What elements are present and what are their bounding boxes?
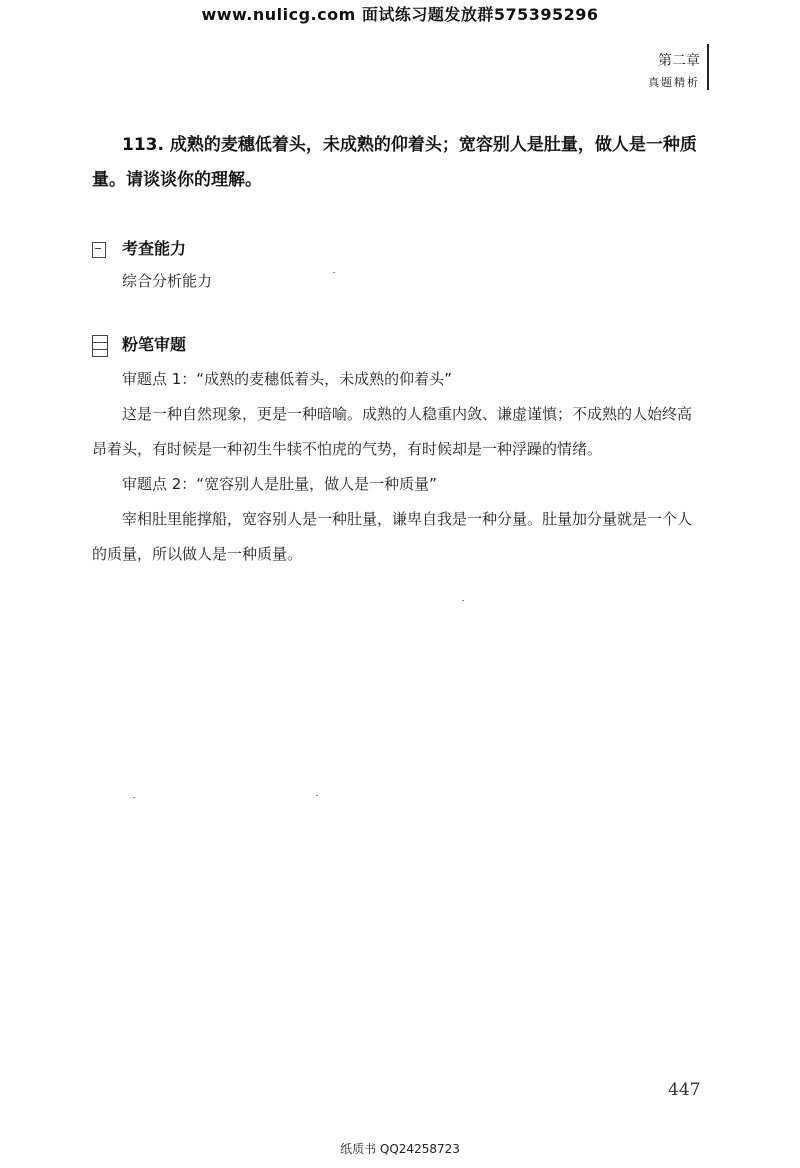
chapter-title: 第二章 <box>658 53 700 69</box>
section-marker-icon <box>92 242 106 258</box>
ability-heading: 考查能力 <box>122 239 187 258</box>
ability-content: 综合分析能力 <box>122 272 213 290</box>
scan-speck <box>462 600 464 601</box>
page-number: 447 <box>668 1080 701 1100</box>
bottom-watermark: 纸质书 QQ24258723 <box>340 1142 460 1156</box>
chapter-divider <box>707 44 709 90</box>
review-heading: 粉笔审题 <box>122 335 187 354</box>
chapter-subtitle: 真题精析 <box>648 76 700 89</box>
scan-speck <box>316 795 318 796</box>
review-heading-row <box>92 332 186 357</box>
review-point2-text: 宰相肚里能撑船，宽容别人是一种肚量，谦卑自我是一种分量。肚量加分量就是一个人的质量，所以做人是一种质量。 <box>92 510 693 563</box>
chapter-header <box>648 50 700 94</box>
scan-speck <box>133 797 135 798</box>
ability-heading-row <box>92 236 186 259</box>
top-watermark: www.nulicg.com 面试练习题发放群575395296 <box>201 5 599 24</box>
question-text: 113. 成熟的麦穗低着头，未成熟的仰着头；宽容别人是肚量，做人是一种质量。请谈谈你的理解。 <box>92 135 697 190</box>
grid-marker-icon <box>92 335 108 357</box>
scan-speck <box>333 272 335 273</box>
review-point2-title: 审题点 2：“宽容别人是肚量，做人是一种质量” <box>122 475 437 493</box>
review-point1-title: 审题点 1：“成熟的麦穗低着头，未成熟的仰着头” <box>122 370 452 388</box>
review-point1-text: 这是一种自然现象，更是一种暗喻。成熟的人稳重内敛、谦虚谨慎；不成熟的人始终高昂着头，有时候是一种初生牛犊不怕虎的气势，有时候却是一种浮躁的情绪。 <box>92 405 693 458</box>
